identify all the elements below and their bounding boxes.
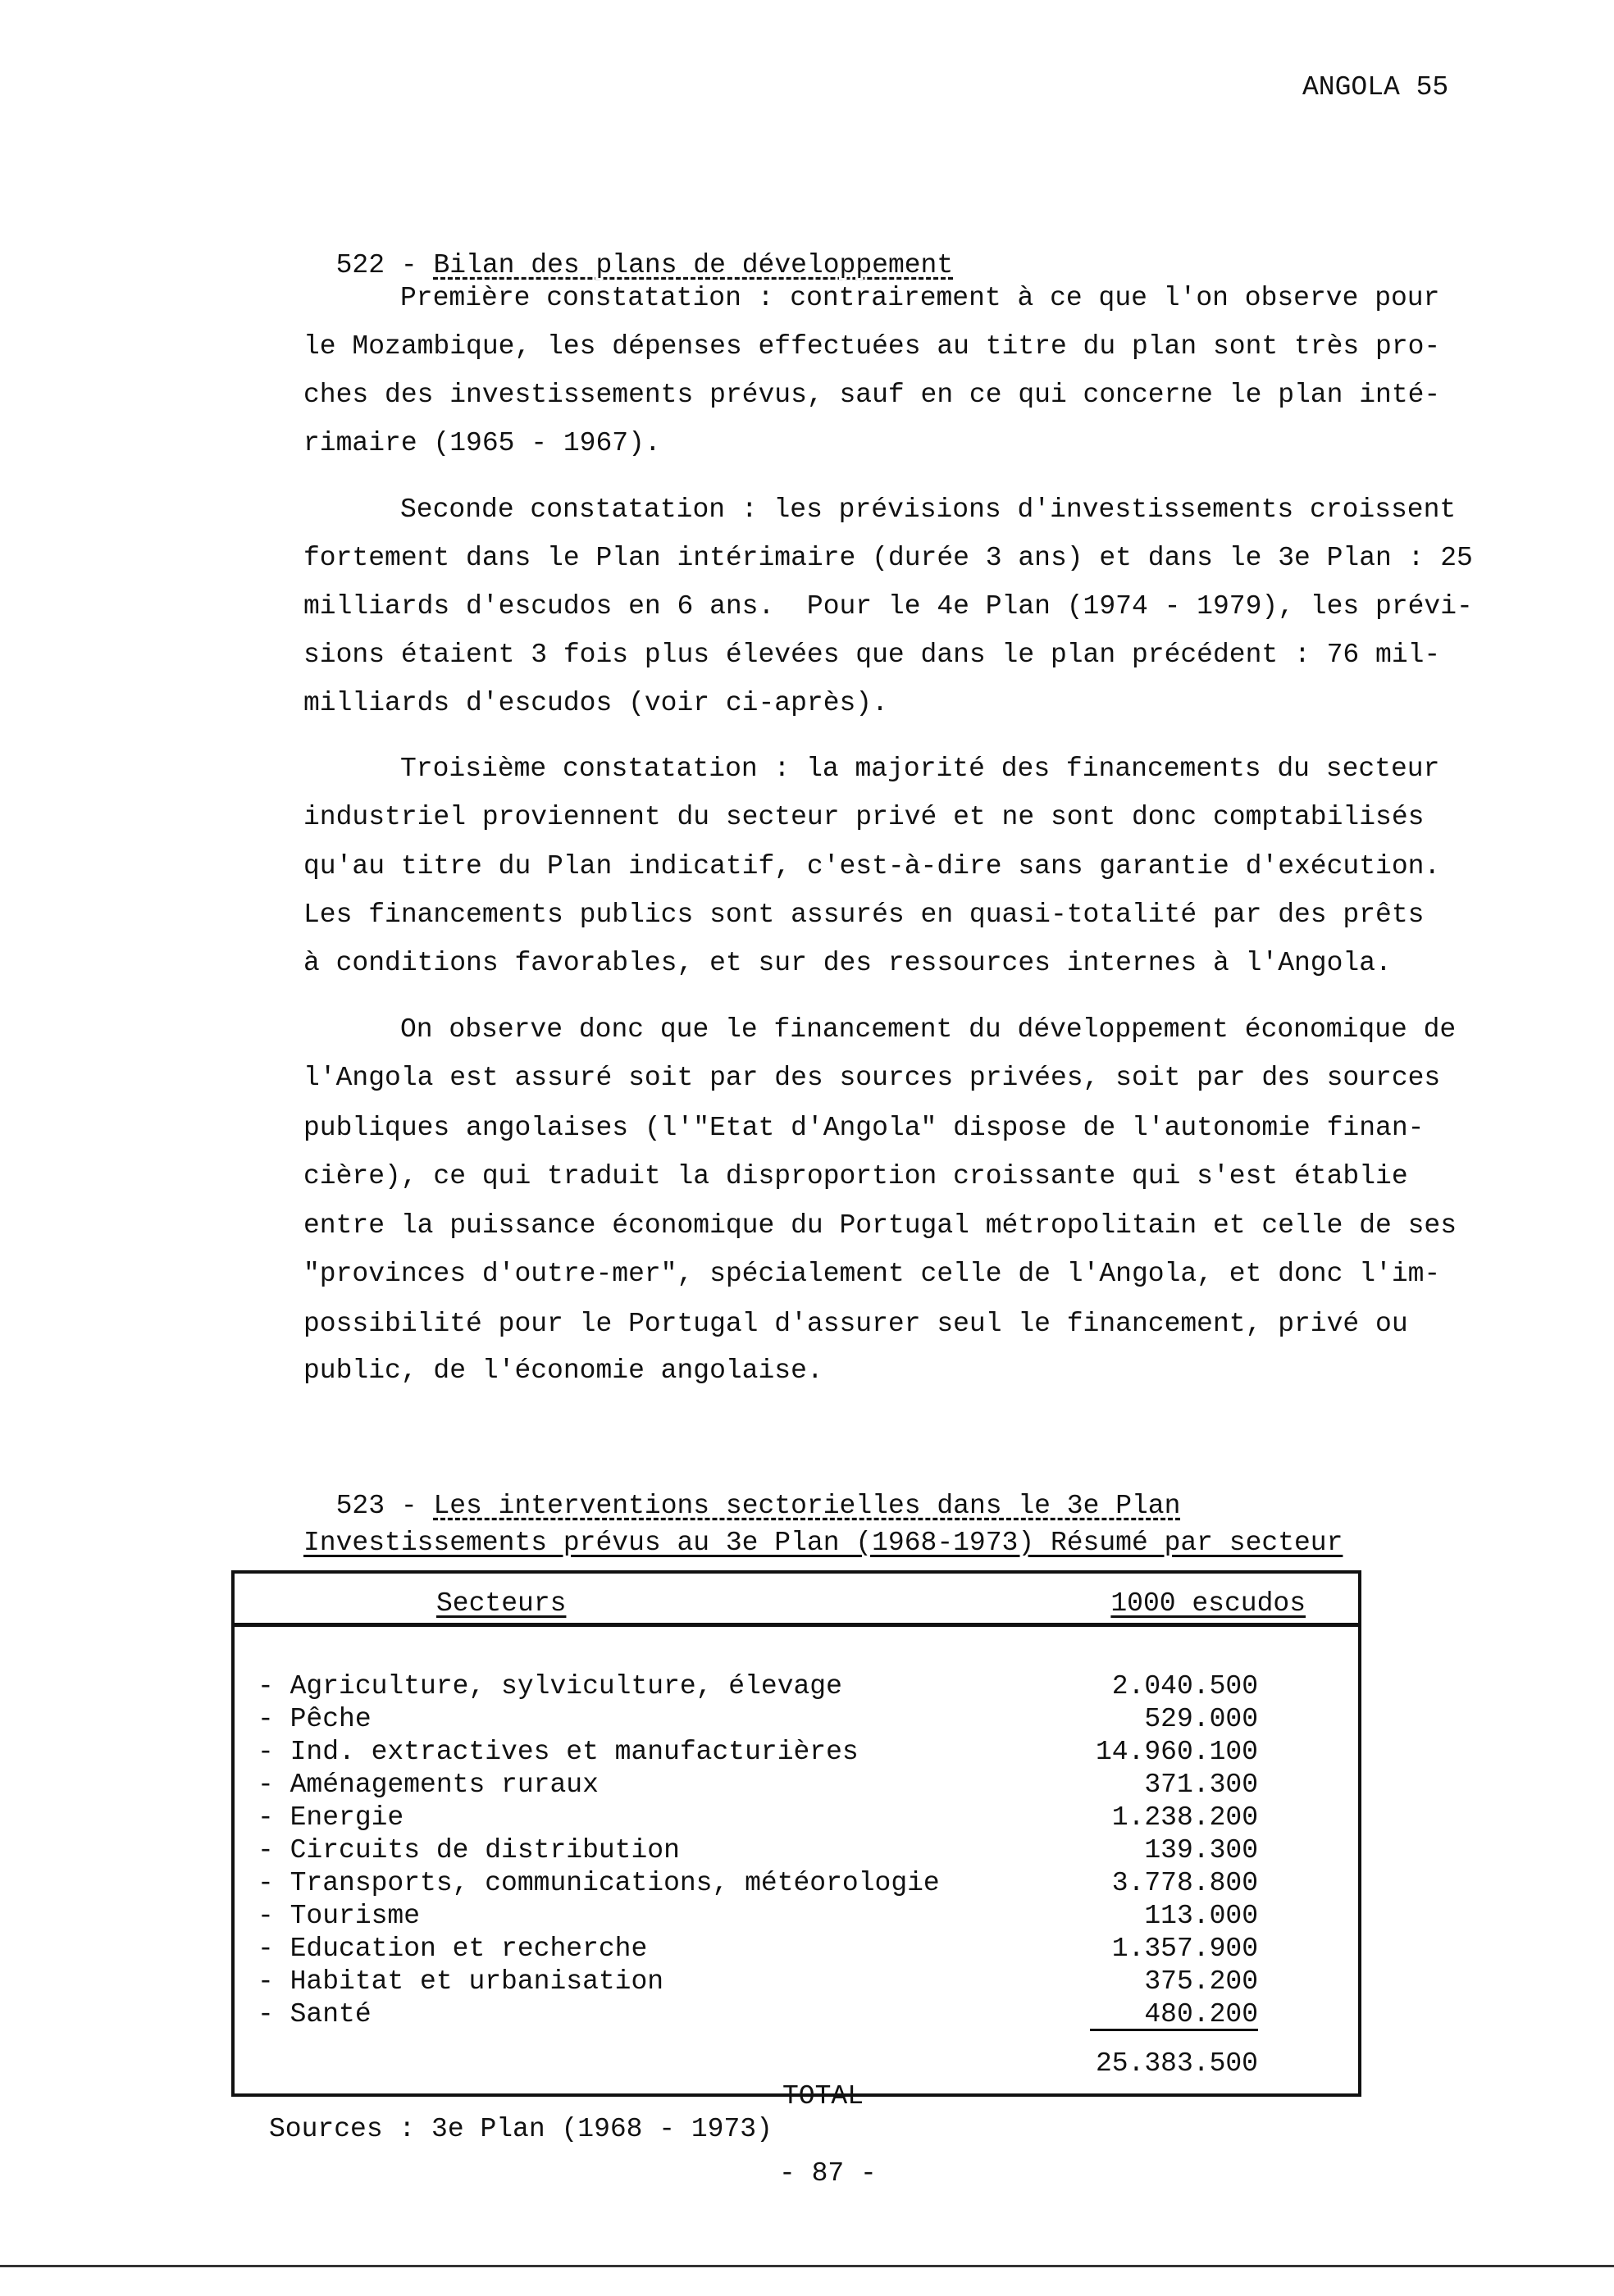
table-row: [258, 1736, 1358, 1769]
heading-number: 522 -: [335, 250, 417, 280]
paragraph-line: possibilité pour le Portugal d'assurer seul le financement, privé ou: [303, 1309, 1408, 1339]
paragraph-line: industriel proviennent du secteur privé et ne sont donc comptabilisés: [303, 802, 1425, 832]
paragraph-line: milliards d'escudos (voir ci-après).: [303, 688, 888, 718]
sector-name: - Santé: [258, 1999, 372, 2029]
paragraph-line: On observe donc que le financement du développement économique de: [400, 1014, 1457, 1045]
investment-table: [231, 1570, 1361, 2112]
heading-number: 523 -: [335, 1491, 417, 1521]
heading-title: Bilan des plans de développement: [433, 250, 954, 280]
sector-name: - Agriculture, sylviculture, élevage: [258, 1671, 842, 1702]
sector-value: 1.238.200: [1111, 1802, 1258, 1833]
table-row: [258, 1900, 1358, 1933]
paragraph-line: l'Angola est assuré soit par des sources privées, soit par des sources: [303, 1063, 1441, 1093]
paragraph-line: Troisième constatation : la majorité des financements du secteur: [400, 754, 1440, 784]
paragraph-line: ches des investissements prévus, sauf en ce qui concerne le plan inté-: [303, 380, 1441, 410]
paragraph-line: rimaire (1965 - 1967).: [303, 428, 661, 458]
total-label: TOTAL: [782, 2081, 864, 2112]
paragraph-line: fortement dans le Plan intérimaire (durée 3 ans) et dans le 3e Plan : 25: [303, 543, 1473, 573]
table-row: [258, 1802, 1358, 1834]
paragraph-line: le Mozambique, les dépenses effectuées au titre du plan sont très pro-: [303, 331, 1441, 362]
sector-value: 371.300: [1144, 1770, 1258, 1800]
paragraph-line: Seconde constatation : les prévisions d'investissements croissent: [400, 494, 1457, 525]
page-number: - 87 -: [779, 2158, 877, 2189]
table-row: [258, 1998, 1358, 2031]
column-header-sectors: Secteurs: [436, 1588, 567, 1619]
table-row: [258, 1703, 1358, 1736]
paragraph-line: Les financements publics sont assurés en quasi-totalité par des prêts: [303, 900, 1425, 930]
table-row: [258, 1769, 1358, 1802]
paragraph-line: public, de l'économie angolaise.: [303, 1355, 823, 1386]
table-header: [235, 1574, 1358, 1627]
table-row: [258, 1670, 1358, 1703]
sector-name: - Pêche: [258, 1704, 372, 1734]
paragraph-line: sions étaient 3 fois plus élevées que dans le plan précédent : 76 mil-: [303, 640, 1441, 670]
paragraph-line: qu'au titre du Plan indicatif, c'est-à-dire sans garantie d'exécution.: [303, 851, 1441, 882]
sector-value: 529.000: [1144, 1704, 1258, 1734]
sector-name: - Habitat et urbanisation: [258, 1966, 664, 1997]
total-row: [258, 2048, 1358, 2112]
paragraph-line: "provinces d'outre-mer", spécialement celle de l'Angola, et donc l'im-: [303, 1259, 1441, 1289]
sector-name: - Energie: [258, 1802, 404, 1833]
table-row: [258, 1834, 1358, 1867]
sector-value: 3.778.800: [1111, 1868, 1258, 1898]
table-title: Investissements prévus au 3e Plan (1968-1973) Résumé par secteur: [303, 1528, 1343, 1558]
page-bottom-rule: [0, 2265, 1614, 2267]
section-523-heading: [303, 1460, 1180, 1521]
sector-name: - Tourisme: [258, 1901, 421, 1931]
paragraph-line: publiques angolaises (l'"Etat d'Angola" dispose de l'autonomie finan-: [303, 1113, 1425, 1143]
sector-value: 14.960.100: [1095, 1737, 1258, 1767]
table-row: [258, 1966, 1358, 1998]
sector-value: 375.200: [1144, 1966, 1258, 1997]
heading-title: Les interventions sectorielles dans le 3e Plan: [433, 1491, 1181, 1521]
sources-note: Sources : 3e Plan (1968 - 1973): [269, 2114, 773, 2144]
running-title: ANGOLA 55: [1302, 72, 1449, 102]
paragraph-line: entre la puissance économique du Portugal métropolitain et celle de ses: [303, 1210, 1457, 1241]
sector-value: 480.200: [1144, 1999, 1258, 2029]
column-header-value: 1000 escudos: [1110, 1588, 1306, 1619]
paragraph-line: Première constatation : contrairement à ce que l'on observe pour: [400, 283, 1440, 313]
table-row: [258, 1867, 1358, 1900]
sector-value: 139.300: [1144, 1835, 1258, 1866]
sector-name: - Education et recherche: [258, 1934, 648, 1964]
sector-name: - Ind. extractives et manufacturières: [258, 1737, 859, 1767]
total-value: 25.383.500: [1095, 2048, 1258, 2079]
sector-value: 2.040.500: [1111, 1671, 1258, 1702]
paragraph-line: milliards d'escudos en 6 ans. Pour le 4e Plan (1974 - 1979), les prévi-: [303, 591, 1473, 622]
section-522-heading: [303, 220, 953, 280]
sector-value: 113.000: [1144, 1901, 1258, 1931]
table-row: [258, 1933, 1358, 1966]
sum-rule: [1090, 2029, 1258, 2031]
sector-name: - Transports, communications, météorologie: [258, 1868, 940, 1898]
sector-value: 1.357.900: [1111, 1934, 1258, 1964]
paragraph-line: cière), ce qui traduit la disproportion croissante qui s'est établie: [303, 1161, 1408, 1191]
sector-name: - Aménagements ruraux: [258, 1770, 599, 1800]
paragraph-line: à conditions favorables, et sur des ressources internes à l'Angola.: [303, 948, 1392, 978]
sector-name: - Circuits de distribution: [258, 1835, 680, 1866]
